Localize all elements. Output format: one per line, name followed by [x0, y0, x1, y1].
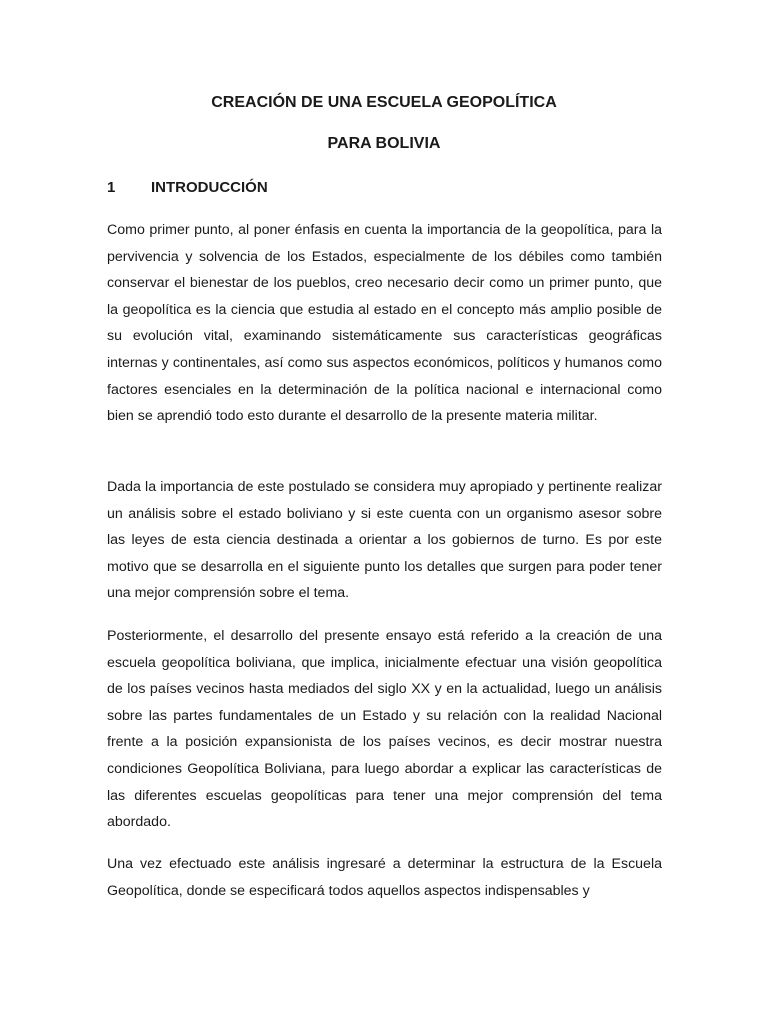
section-title: INTRODUCCIÓN — [151, 179, 268, 196]
document-title-line-2: PARA BOLIVIA — [327, 135, 441, 152]
section-heading — [107, 178, 268, 198]
paragraph-2: Dada la importancia de este postulado se considera muy apropiado y pertinente realizar un análisis sobre el estado boliviano y si este cuenta con un organismo asesor sobre las leyes de esta ciencia destinada a orientar a los gobiernos de turno. Es por este motivo que se desarrolla en el siguiente punto los detalles que surgen para poder tener una mejor comprensión sobre el tema. — [107, 479, 662, 602]
paragraph-4: Una vez efectuado este análisis ingresaré a determinar la estructura de la Escuela Geopolítica, donde se especificará todos aquellos aspectos indispensables y — [107, 856, 662, 899]
paragraph-1: Como primer punto, al poner énfasis en cuenta la importancia de la geopolítica, para la pervivencia y solvencia de los Estados, especialmente de los débiles como también conservar el bienestar de los pueblos, creo necesario decir como un primer punto, que la geopolítica es la ciencia que estudia al estado en el concepto más amplio posible de su evolución vital, examinando sistemáticamente sus características geográficas internas y continentales, así como sus aspectos económicos, políticos y humanos como factores esenciales en la determinación de la política nacional e internacional como bien se aprendió todo esto durante el desarrollo de la presente materia militar. — [107, 222, 662, 425]
section-number: 1 — [107, 179, 116, 196]
document-title-line-1: CREACIÓN DE UNA ESCUELA GEOPOLÍTICA — [211, 94, 557, 111]
paragraph-3: Posteriormente, el desarrollo del presente ensayo está referido a la creación de una escuela geopolítica boliviana, que implica, inicialmente efectuar una visión geopolítica de los países vecinos hasta mediados del siglo XX y en la actualidad, luego un análisis sobre las partes fundamentales de un Estado y su relación con la realidad Nacional frente a la posición expansionista de los países vecinos, es decir mostrar nuestra condiciones Geopolítica Boliviana, para luego abordar a explicar las características de las diferentes escuelas geopolíticas para tener una mejor comprensión del tema abordado. — [107, 628, 662, 831]
